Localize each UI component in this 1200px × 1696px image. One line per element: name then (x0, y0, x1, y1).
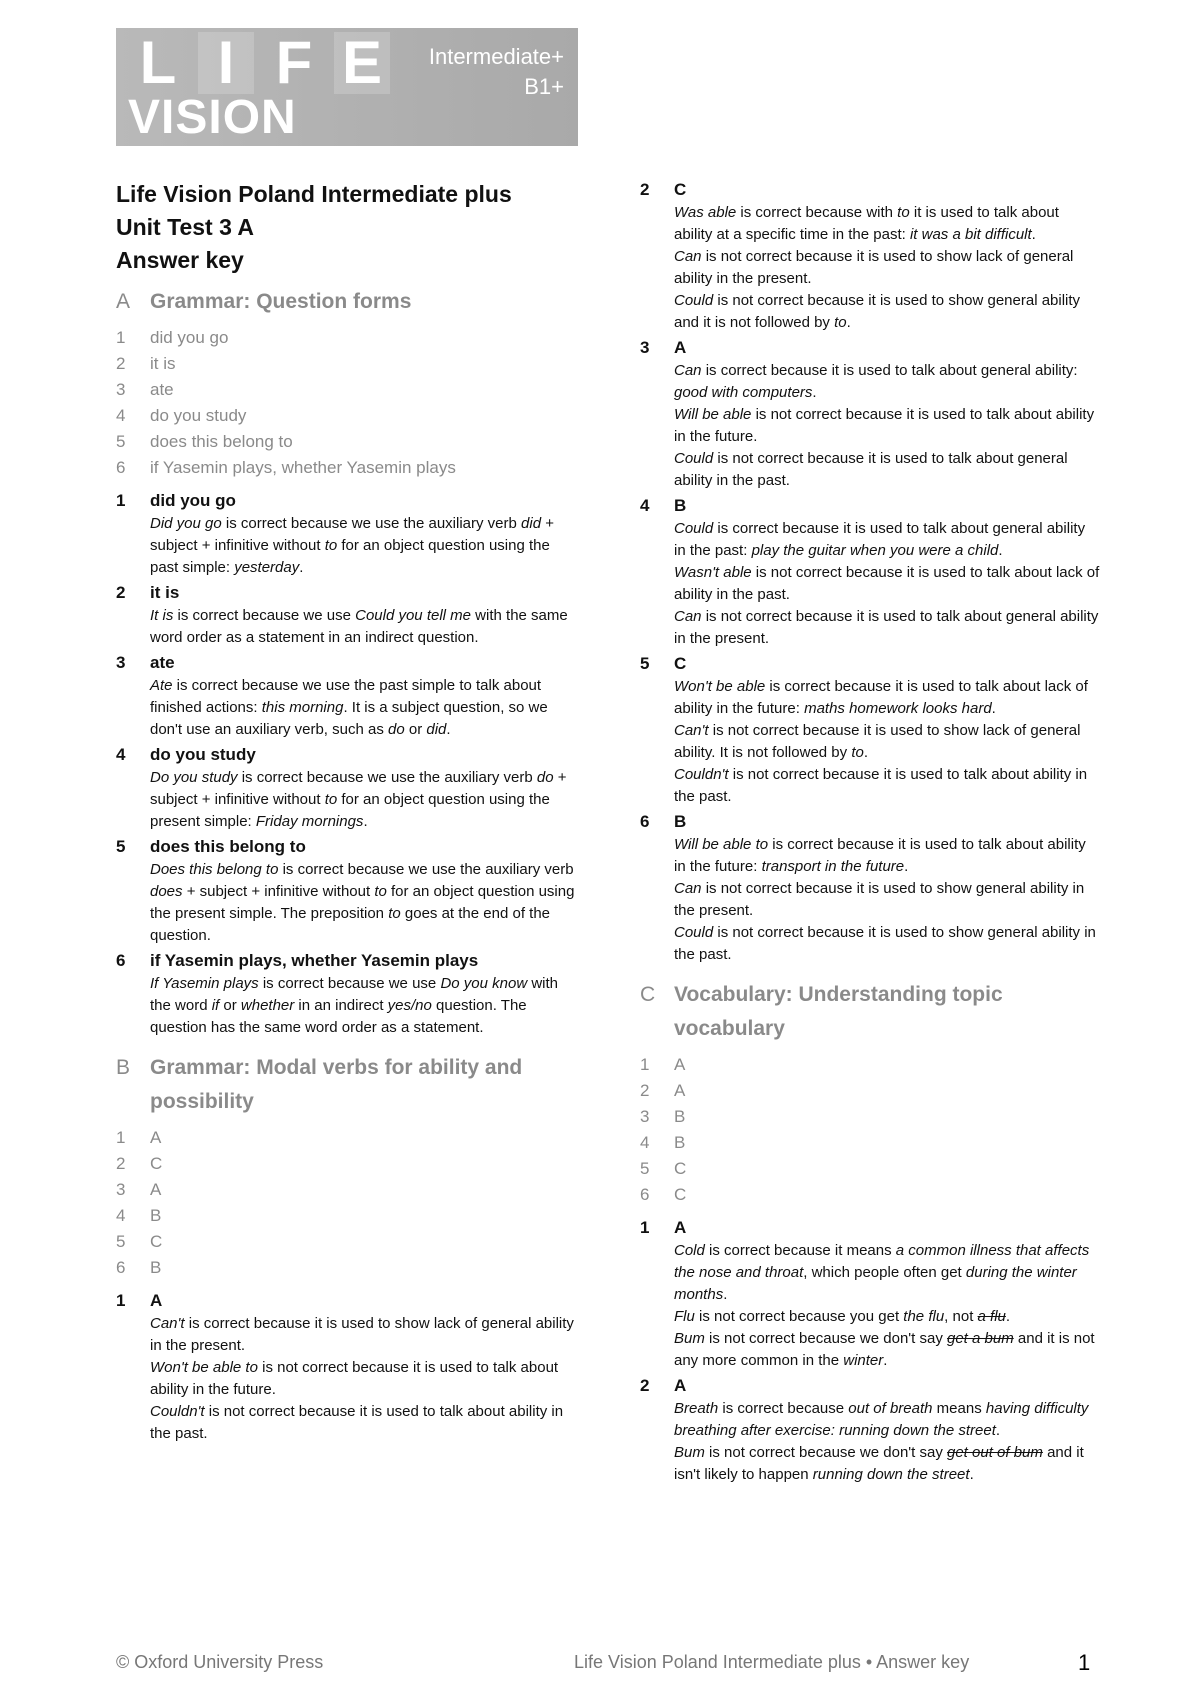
section-b-letter: B (116, 1056, 131, 1079)
explanation-item: 2 A Breath is correct because out of breath means having difficulty breathing after exercise: running down the street. Bum is not correct because we don't say get out of bum and it isn't likely to happen running down the street. (640, 1376, 1089, 1483)
answer-row: 1 A (116, 1128, 162, 1147)
answer-row: 2 A (640, 1081, 686, 1100)
section-b-title: Grammar: Modal verbs for ability and possibility (150, 1056, 523, 1113)
logo-vision-word: VISION (128, 91, 297, 144)
answer-row: 6 if Yasemin plays, whether Yasemin plays (116, 458, 456, 477)
explanation-item: 3 A Can is correct because it is used to talk about general ability: good with computers. Will be able is not correct because it is used to talk about ability in the future. Could is not correct because it is used to talk about general ability in the past. (640, 338, 1095, 489)
explanation-item: 4 B Could is correct because it is used to talk about general ability in the past: play the guitar when you were a child. Wasn't able is not correct because it is used to talk about lack of ability in the past. Can is not correct because it is used to talk about general ability in the present. (640, 496, 1100, 647)
page-number: 1 (1078, 1650, 1091, 1675)
answer-row: 5 C (640, 1159, 687, 1178)
section-b-heading (116, 1051, 576, 1119)
section-c-answers (640, 1052, 1100, 1208)
answer-row: 4 B (640, 1133, 686, 1152)
level-line-2: B1+ (524, 74, 564, 99)
doc-title-2: Unit Test 3 A (116, 214, 255, 240)
answer-row: 6 C (640, 1185, 687, 1204)
section-a-answers (116, 325, 576, 481)
answer-row: 2 it is (116, 354, 176, 373)
logo-letter-i: I (198, 32, 254, 94)
explanation-item: 1 A Cold is correct because it means a common illness that affects the nose and throat, which people often get during the winter months. Flu is not correct because you get the flu, not a flu. Bum is not correct because we don't say get a bum and it is not any more common in the winter. (640, 1218, 1095, 1369)
logo-letters (130, 29, 390, 96)
section-b-explanations-part2 (640, 178, 1100, 966)
explanation-item: 5 C Won't be able is correct because it is used to talk about lack of ability in the future: maths homework looks hard. Can't is not correct because it is used to show lack of general ability. It is not followed by to. Couldn't is not correct because it is used to talk about ability in the past. (640, 654, 1088, 805)
answer-row: 3 A (116, 1180, 162, 1199)
footer-book-title: Life Vision Poland Intermediate plus • Answer key (574, 1652, 970, 1672)
section-b-explanations-part1 (116, 1289, 576, 1445)
explanation-item: 6 B Will be able to is correct because it is used to talk about ability in the future: transport in the future. Can is not correct because it is used to show general ability in the present. Could is not correct because it is used to show general ability in the past. (640, 812, 1096, 963)
doc-title-3: Answer key (116, 247, 244, 273)
section-c-heading (640, 978, 1100, 1046)
life-vision-logo (116, 28, 578, 146)
section-b-answers (116, 1125, 576, 1281)
explanation-item: 2 C Was able is correct because with to it is used to talk about ability at a specific time in the past: it was a bit difficult. Can is not correct because it is used to show lack of general ability in the present. Could is not correct because it is used to show general ability and it is not followed by to. (640, 180, 1081, 331)
right-column (640, 178, 1100, 1488)
answer-row: 2 C (116, 1154, 163, 1173)
explanation-item: 3 ate Ate is correct because we use the past simple to talk about finished actions: this morning. It is a subject question, so we don't use an auxiliary verb, such as do or did. (116, 653, 548, 738)
explanation-item: 1 A Can't is correct because it is used to show lack of general ability in the present. Won't be able to is not correct because it is used to talk about ability in the future. Couldn't is not correct because it is used to talk about ability in the past. (116, 1291, 574, 1442)
section-a-explanations (116, 489, 576, 1039)
section-a-letter: A (116, 290, 131, 313)
section-c-explanations (640, 1216, 1100, 1486)
answer-row: 5 does this belong to (116, 432, 293, 451)
explanation-item: 4 do you study Do you study is correct because we use the auxiliary verb do + subject + infinitive without to for an object question using the present simple: Friday mornings. (116, 745, 567, 830)
section-a-heading (116, 285, 576, 319)
answer-row: 4 do you study (116, 406, 247, 425)
left-column (116, 178, 576, 1447)
level-label (429, 42, 564, 102)
section-c-letter: C (640, 983, 656, 1006)
explanation-item: 2 it is It is is correct because we use Could you tell me with the same word order as a statement in an indirect question. (116, 583, 568, 646)
explanation-item: 1 did you go Did you go is correct because we use the auxiliary verb did + subject + infinitive without to for an object question using the past simple: yesterday. (116, 491, 554, 576)
explanation-item: 5 does this belong to Does this belong to is correct because we use the auxiliary verb does + subject + infinitive without to for an object question using the present simple. The preposition to goes at the end of the question. (116, 837, 575, 944)
answer-row: 1 did you go (116, 328, 229, 347)
answer-row: 6 B (116, 1258, 162, 1277)
logo-letter-l: L (139, 29, 177, 96)
logo-letter-f: F (275, 29, 313, 96)
section-a-title: Grammar: Question forms (150, 290, 412, 313)
doc-title-1: Life Vision Poland Intermediate plus (116, 181, 512, 207)
answer-row: 3 B (640, 1107, 686, 1126)
level-line-1: Intermediate+ (428, 44, 564, 69)
answer-row: 1 A (640, 1055, 686, 1074)
answer-row: 3 ate (116, 380, 174, 399)
section-c-title: Vocabulary: Understanding topic vocabulary (674, 983, 1003, 1040)
logo-letter-e: E (334, 32, 390, 94)
answer-row: 4 B (116, 1206, 162, 1225)
explanation-item: 6 if Yasemin plays, whether Yasemin plays If Yasemin plays is correct because we use Do you know with the word if or whether in an indirect yes/no question. The question has the same word order as a statement. (116, 951, 558, 1036)
copyright-text: © Oxford University Press (116, 1652, 324, 1672)
answer-row: 5 C (116, 1232, 163, 1251)
